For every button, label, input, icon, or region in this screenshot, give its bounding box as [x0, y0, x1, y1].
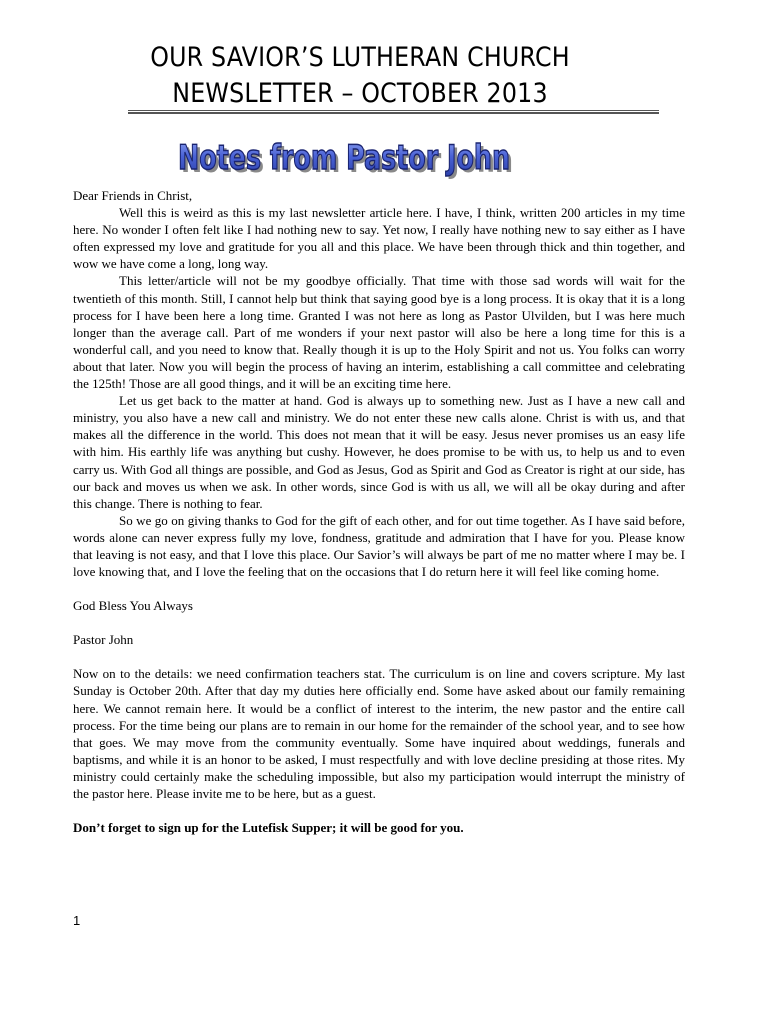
newsletter-title — [96, 40, 624, 112]
letter-paragraph-4: So we go on giving thanks to God for the gift of each other, and for out time together. As I have said before, words alone can never express fully my love, fondness, gratitude and admiration that I have for you. Please know that leaving is not easy, and that I love this place. Our Savior’s will always be part of me no matter where I may be. I love knowing that, and I love the feeling that on the occasions that I do return here it will feel like coming home. — [73, 512, 685, 580]
closing: God Bless You Always — [73, 598, 193, 614]
letter-paragraph-2: This letter/article will not be my goodbye officially. That time with those sad words will wait for the twentieth of this month. Still, I cannot help but think that saying good bye is a long process. It is okay that it is a long process for I have been here a long time. Granted I was not here as long as Pastor Ulvilden, but I was here much longer than the average call. Part of me wonders if your next pastor will also be here a long time for this is a wonderful call, and you need to know that. Really though it is up to the Holy Spirit and not us. You folks can worry about that later. Now you will begin the process of having an interim, establishing a call committee and celebrating the 125th! Those are all good things, and it will be an exciting time here. — [73, 273, 685, 392]
title-line-1: OUR SAVIOR’S LUTHERAN CHURCH — [150, 42, 570, 73]
page-number: 1 — [73, 913, 81, 928]
details-paragraph: Now on to the details: we need confirmation teachers stat. The curriculum is on line and covers scripture. My last Sunday is October 20th. After that day my duties here officially end. Some have asked about our family remaining here. We cannot remain here. It would be a conflict of interest to the interim, the new pastor and the entire call process. For the time being our plans are to remain in our home for the remainder of the school year, and to see how that goes. We may move from the community eventually. Some have inquired about weddings, funerals and baptisms, and while it is an honor to be asked, I must respectfully and with love decline presiding at those rites. My ministry could certainly make the scheduling impossible, but also my participation would interrupt the ministry of the pastor here. Please invite me to be here, but as a guest. — [73, 666, 685, 801]
lutefisk-reminder: Don’t forget to sign up for the Lutefisk Supper; it will be good for you. — [73, 820, 464, 836]
letter-paragraph-3: Let us get back to the matter at hand. God is always up to something new. Just as I have a new call and ministry, you also have a new call and ministry. We do not enter these new calls alone. Christ is with us, and that makes all the difference in the world. This does not mean that it will be easy. Jesus never promises us an easy life with him. His earthly life was anything but cushy. However, he does promise to be with us, to help us and to even carry us. With God all things are possible, and God as Jesus, God as Spirit and God as Creator is right at our side, has our back and moves us when we ask. In other words, since God is with us all, we will all be okay during and after this change. There is nothing to fear. — [73, 393, 685, 511]
notes-banner — [176, 130, 516, 180]
letter-paragraph-1: Well this is weird as this is my last newsletter article here. I have, I think, written 200 articles in my time here. No wonder I often felt like I had nothing new to say. Yet now, I really have nothing new to say either as I have often expressed my love and gratitude for you all and this place. We have been through thick and thin together, and wow we have come a long, long way. — [73, 205, 685, 272]
title-divider — [128, 110, 659, 114]
banner-text: Notes from Pastor John — [178, 138, 510, 178]
signature: Pastor John — [73, 632, 134, 648]
title-line-2: NEWSLETTER – OCTOBER 2013 — [172, 78, 548, 109]
newsletter-body — [73, 187, 685, 836]
banner-shadow: Notes from Pastor John — [181, 141, 513, 180]
salutation: Dear Friends in Christ, — [73, 188, 193, 203]
